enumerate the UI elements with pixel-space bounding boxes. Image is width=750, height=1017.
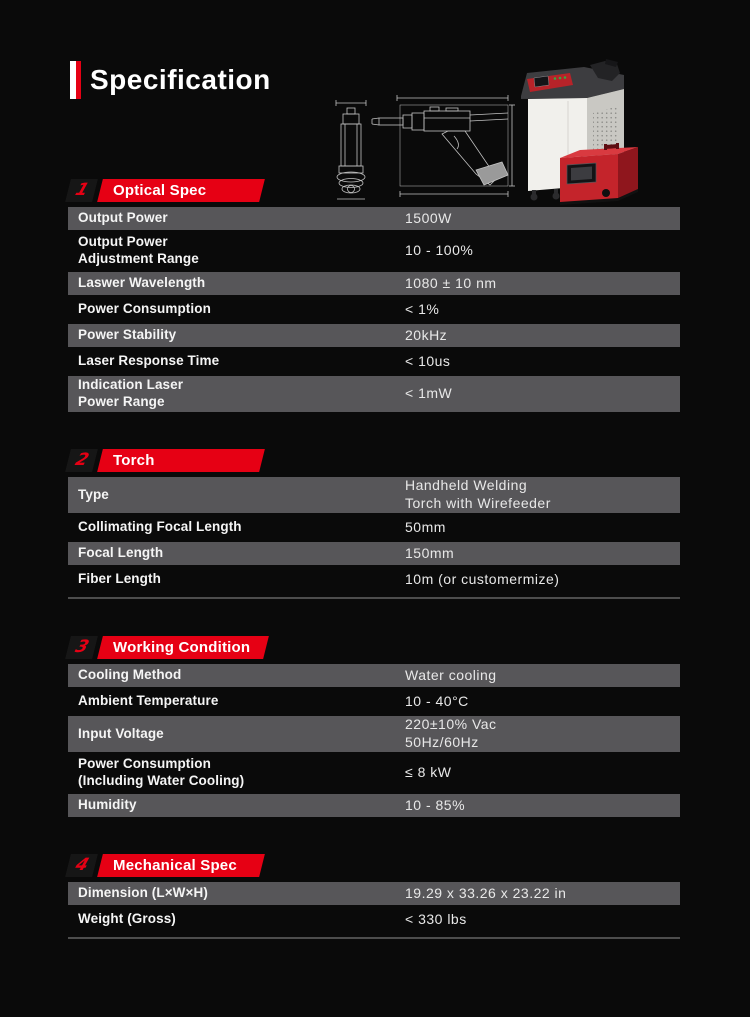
section-title: Optical Spec [113,182,207,199]
page-header [70,60,271,100]
spec-value: 50mm [405,518,446,535]
spec-row [68,298,680,321]
spec-value: 10 - 40°C [405,692,469,709]
spec-label: Input Voltage [78,725,164,741]
spec-section [68,449,680,599]
spec-value: 150mm [405,544,455,561]
spec-row [68,516,680,539]
section-header [68,179,680,202]
section-title-box [97,636,269,659]
section-number: 1 [72,180,92,200]
spec-value: < 1mW [405,385,453,402]
section-rows [68,664,680,817]
title-accent-bar-icon [70,61,81,99]
spec-label: Focal Length [78,545,164,561]
spec-label: Collimating Focal Length [78,519,242,535]
spec-value: ≤ 8 kW [405,764,452,781]
section-number: 2 [72,450,92,470]
section-title: Mechanical Spec [113,857,237,874]
spec-row [68,350,680,373]
section-number-badge [65,636,98,659]
spec-label: Laswer Wavelength [78,275,206,291]
section-number-badge [65,449,98,472]
spec-value: < 330 lbs [405,910,467,927]
spec-value: 19.29 x 33.26 x 23.22 in [405,884,567,901]
spec-value: Water cooling [405,666,497,683]
section-rows [68,207,680,412]
spec-row [68,324,680,347]
section-title-box [97,179,265,202]
spec-label: Ambient Temperature [78,693,219,709]
spec-label: Weight (Gross) [78,911,176,927]
spec-value: 10 - 100% [405,242,474,259]
spec-row [68,908,680,931]
spec-value: 1080 ± 10 nm [405,274,497,291]
spec-label: Laser Response Time [78,353,220,369]
spec-label: Cooling Method [78,667,182,683]
spec-row [68,690,680,713]
spec-value: Handheld Welding Torch with Wirefeeder [405,477,551,511]
section-number-badge [65,179,98,202]
spec-value: < 10us [405,352,451,369]
spec-value: 20kHz [405,326,448,343]
spec-section [68,179,680,412]
spec-label: Type [78,486,109,502]
spec-label: Indication Laser Power Range [78,377,184,409]
section-number: 3 [72,637,92,657]
spec-sections [68,179,680,976]
spec-section [68,854,680,939]
spec-label: Output Power Adjustment Range [78,234,199,266]
spec-label: Power Stability [78,327,177,343]
section-separator [68,937,680,939]
spec-row [68,755,680,791]
spec-label: Power Consumption [78,301,211,317]
page-title: Specification [90,64,271,95]
spec-row [68,542,680,565]
section-header [68,449,680,472]
spec-row [68,477,680,513]
spec-label: Humidity [78,797,137,813]
spec-row [68,716,680,752]
section-title: Torch [113,452,155,469]
spec-row [68,207,680,230]
spec-row [68,664,680,687]
section-rows [68,477,680,591]
spec-row [68,272,680,295]
spec-value: 10 - 85% [405,796,466,813]
spec-row [68,794,680,817]
title-bar-red [76,61,81,99]
spec-row [68,376,680,412]
spec-row [68,568,680,591]
section-title-box [97,854,265,877]
section-number: 4 [72,855,92,875]
spec-value: 10m (or customermize) [405,570,560,587]
spec-row [68,882,680,905]
section-title: Working Condition [113,639,251,656]
section-rows [68,882,680,931]
section-header [68,636,680,659]
section-separator [68,597,680,599]
spec-label: Fiber Length [78,571,161,587]
spec-section [68,636,680,817]
spec-row [68,233,680,269]
spec-value: 220±10% Vac 50Hz/60Hz [405,716,497,750]
section-title-box [97,449,265,472]
spec-label: Output Power [78,210,168,226]
section-header [68,854,680,877]
spec-label: Power Consumption (Including Water Cooling) [78,756,245,788]
spec-value: 1500W [405,209,452,226]
spec-value: < 1% [405,300,440,317]
spec-label: Dimension (L×W×H) [78,885,208,901]
section-number-badge [65,854,98,877]
